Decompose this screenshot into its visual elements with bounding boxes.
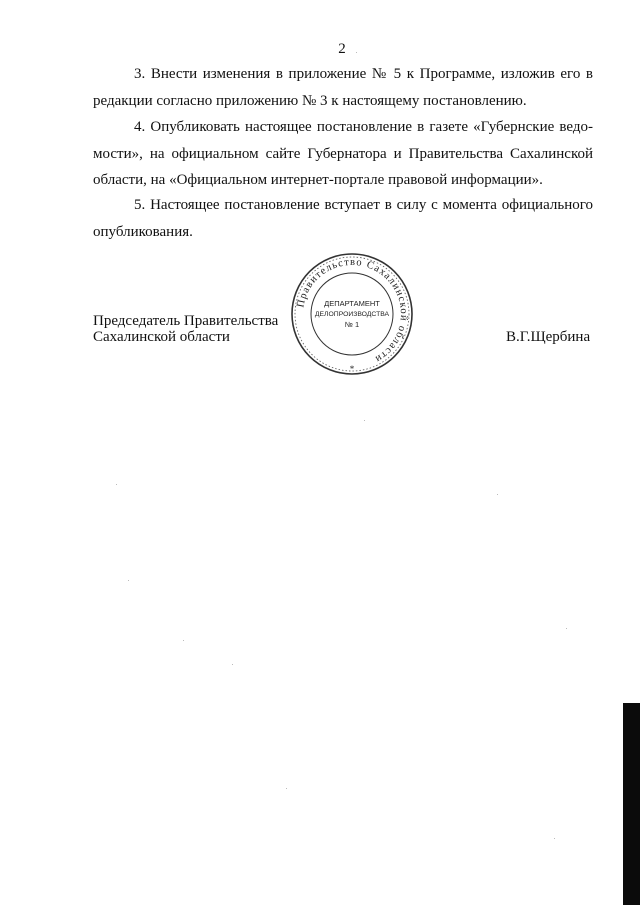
scan-edge-bar: [623, 703, 640, 905]
signatory-position: [93, 313, 278, 345]
seal-center-line3: № 1: [344, 320, 360, 329]
paragraph-line: 3. Внести изменения в приложение № 5 к Программе, изложив его в: [134, 66, 593, 82]
scan-speck: [286, 788, 287, 789]
scan-speck: [364, 420, 365, 421]
paragraph-line: 4. Опубликовать настоящее постановление в газете «Губернские ведо-: [134, 119, 593, 135]
paragraph-line: редакции согласно приложению № 3 к настоящему постановлению.: [93, 92, 527, 109]
scan-speck: [497, 494, 498, 495]
seal-center-line2: ДЕЛОПРОИЗВОДСТВА: [314, 311, 390, 318]
paragraph-3: [93, 61, 593, 114]
scan-speck: [183, 640, 184, 641]
signatory-name: В.Г.Щербина: [506, 329, 591, 345]
scan-speck: [232, 664, 233, 665]
seal-star: *: [349, 364, 355, 374]
seal-center-line1: ДЕПАРТАМЕНТ: [324, 299, 380, 308]
signatory-position-line1: Председатель Правительства: [93, 313, 279, 329]
scan-speck: [554, 838, 555, 839]
paragraph-line: области, на «Официальном интернет-портале правовой информации».: [93, 172, 543, 188]
paragraph-line: 5. Настоящее постановление вступает в силу с момента официального: [134, 197, 593, 213]
page-number: 2: [338, 41, 346, 57]
paragraph-4: [93, 114, 593, 194]
official-seal: [289, 251, 415, 377]
paragraph-line: мости», на официальном сайте Губернатора и Правительства Сахалинской: [93, 145, 593, 162]
paragraph-5: [93, 192, 593, 245]
scan-speck: [128, 580, 129, 581]
scan-speck: [566, 628, 567, 629]
scan-speck: [116, 484, 117, 485]
seal-ring-text: Правительство Сахалинской области: [295, 256, 410, 365]
signatory-position-line2: Сахалинской области: [93, 329, 230, 345]
paragraph-line: опубликования.: [93, 223, 193, 240]
scan-speck: [356, 52, 357, 53]
